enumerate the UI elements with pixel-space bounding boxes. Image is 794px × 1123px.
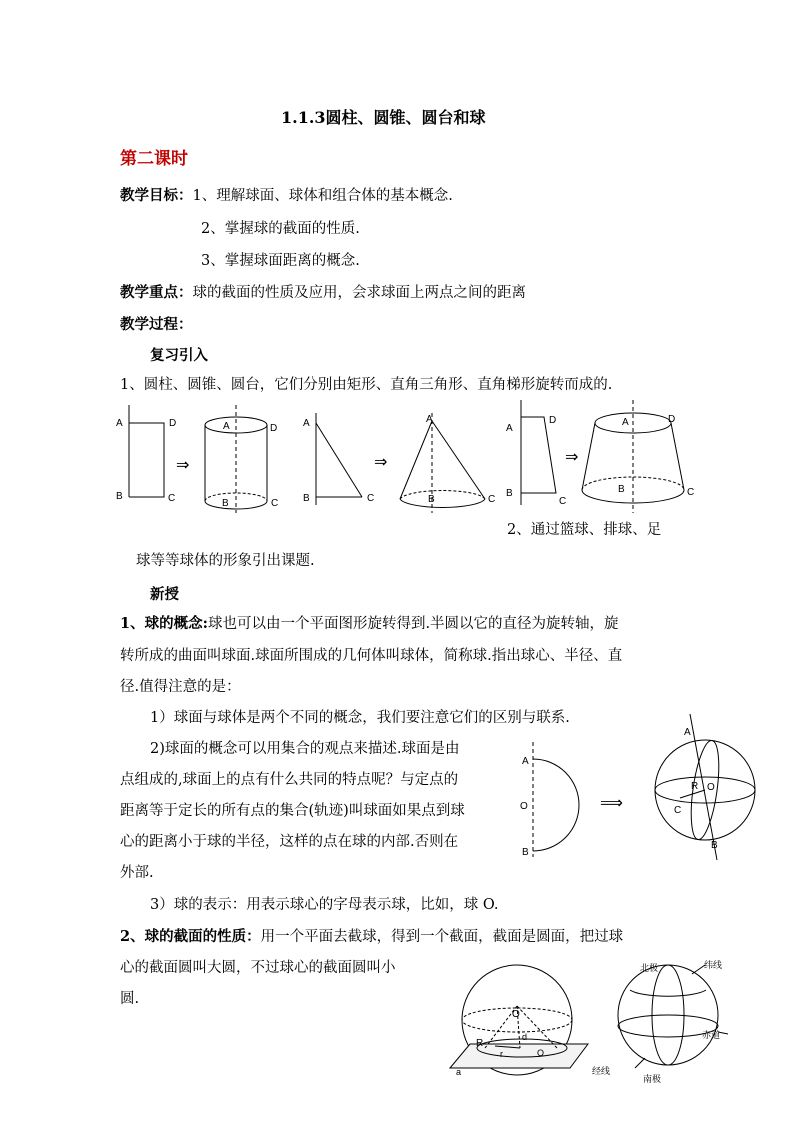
goals-label: 教学目标： <box>120 187 193 204</box>
focus-text: 球的截面的性质及应用，会求球面上两点之间的距离 <box>192 285 526 301</box>
long-arrow: ⟹ <box>600 793 623 812</box>
label-C: C <box>168 493 176 504</box>
section-line-1 <box>120 927 623 947</box>
transform-arrow: ⇒ <box>176 455 190 474</box>
concept-line-1 <box>120 614 619 634</box>
focus-line <box>120 283 526 303</box>
section-label: 2、球的截面的性质： <box>120 928 261 945</box>
label-C: C <box>674 805 682 816</box>
label-A: A <box>506 423 513 434</box>
label-B: B <box>506 488 513 499</box>
review-item-2-part1: 2、通过篮球、排球、足 <box>507 522 662 538</box>
process-label: 教学过程： <box>120 316 193 333</box>
label-D: D <box>668 414 676 425</box>
note-2-line: 2)球面的概念可以用集合的观点来描述.球面是由 <box>150 741 460 757</box>
page-title: 1.1.3圆柱、圆锥、圆台和球 <box>281 108 486 127</box>
note-2-line: 外部. <box>120 865 154 881</box>
goals-line-1 <box>120 186 453 206</box>
label-B: B <box>618 484 625 495</box>
label-D: D <box>270 423 278 434</box>
north-pole-label: 北极 <box>640 963 659 973</box>
label-O: O <box>537 1048 545 1058</box>
note-2-line: 心的距离小于球的半径，这样的点在球的内部.否则在 <box>120 834 459 850</box>
label-B: B <box>428 494 435 505</box>
goal-item: 3、掌握球面距离的概念. <box>201 253 360 269</box>
label-D: D <box>169 418 177 429</box>
review-item-2-part2: 球等等球体的形象引出课题. <box>136 553 315 569</box>
transform-arrow: ⇒ <box>565 447 579 466</box>
latitude-label: 纬线 <box>704 960 723 970</box>
label-D: D <box>549 415 557 426</box>
label-O: O <box>512 1009 520 1020</box>
review-heading: 复习引入 <box>150 347 208 364</box>
label-R: R <box>476 1038 484 1049</box>
label-B: B <box>522 847 529 858</box>
label-B: B <box>222 498 229 509</box>
label-R: R <box>691 781 699 792</box>
transform-arrow: ⇒ <box>374 452 388 471</box>
section-line: 心的截面圆叫大圆，不过球心的截面圆叫小 <box>120 960 396 976</box>
section-line: 圆. <box>120 991 140 1007</box>
goal-item: 1、理解球面、球体和组合体的基本概念. <box>192 188 453 204</box>
focus-label: 教学重点： <box>120 284 193 301</box>
label-C: C <box>367 493 375 504</box>
label-B: B <box>711 840 718 851</box>
label-A: A <box>223 421 230 432</box>
concept-label: 1、球的概念: <box>120 615 208 632</box>
label-A: A <box>303 418 310 429</box>
lesson-label: 第二课时 <box>120 149 188 169</box>
label-B: B <box>303 493 310 504</box>
new-lesson-heading: 新授 <box>150 586 179 603</box>
label-A: A <box>426 414 433 425</box>
semicircle-to-sphere-figure <box>512 712 762 862</box>
note-2-line: 距离等于定长的所有点的集合(轨迹)叫球面如果点到球 <box>120 803 465 819</box>
label-A: A <box>684 727 691 738</box>
note-3: 3）球的表示：用表示球心的字母表示球，比如，球 O. <box>150 897 499 913</box>
label-d: d <box>522 1032 528 1042</box>
label-C: C <box>559 496 567 507</box>
label-O: O <box>707 782 715 793</box>
equator-label: 赤道 <box>702 1030 721 1040</box>
sphere-section-and-globe-figure <box>440 960 740 1085</box>
concept-line: 径.值得注意的是： <box>120 679 241 695</box>
label-r: r <box>500 1049 503 1059</box>
label-A: A <box>522 756 529 767</box>
label-A: A <box>116 418 123 429</box>
longitude-label: 经线 <box>592 1066 611 1076</box>
label-C: C <box>488 494 496 505</box>
review-item-1: 1、圆柱、圆锥、圆台，它们分别由矩形、直角三角形、直角梯形旋转而成的. <box>120 377 613 393</box>
concept-text: 球也可以由一个平面图形旋转得到.半圆以它的直径为旋转轴，旋 <box>207 616 619 632</box>
section-text: 用一个平面去截球，得到一个截面，截面是圆面，把过球 <box>260 929 624 945</box>
note-1: 1）球面与球体是两个不同的概念，我们要注意它们的区别与联系. <box>150 710 570 726</box>
label-a: a <box>456 1067 462 1077</box>
solids-of-revolution-figure <box>110 395 700 520</box>
goal-item: 2、掌握球的截面的性质. <box>201 221 360 237</box>
label-A: A <box>622 417 629 428</box>
label-O: O <box>520 801 528 812</box>
label-C: C <box>271 498 279 509</box>
label-B: B <box>116 491 123 502</box>
note-2-line: 点组成的,球面上的点有什么共同的特点呢？与定点的 <box>120 772 459 788</box>
label-C: C <box>687 487 695 498</box>
concept-line: 转所成的曲面叫球面.球面所围成的几何体叫球体，简称球.指出球心、半径、直 <box>120 648 623 664</box>
south-pole-label: 南极 <box>643 1074 662 1084</box>
